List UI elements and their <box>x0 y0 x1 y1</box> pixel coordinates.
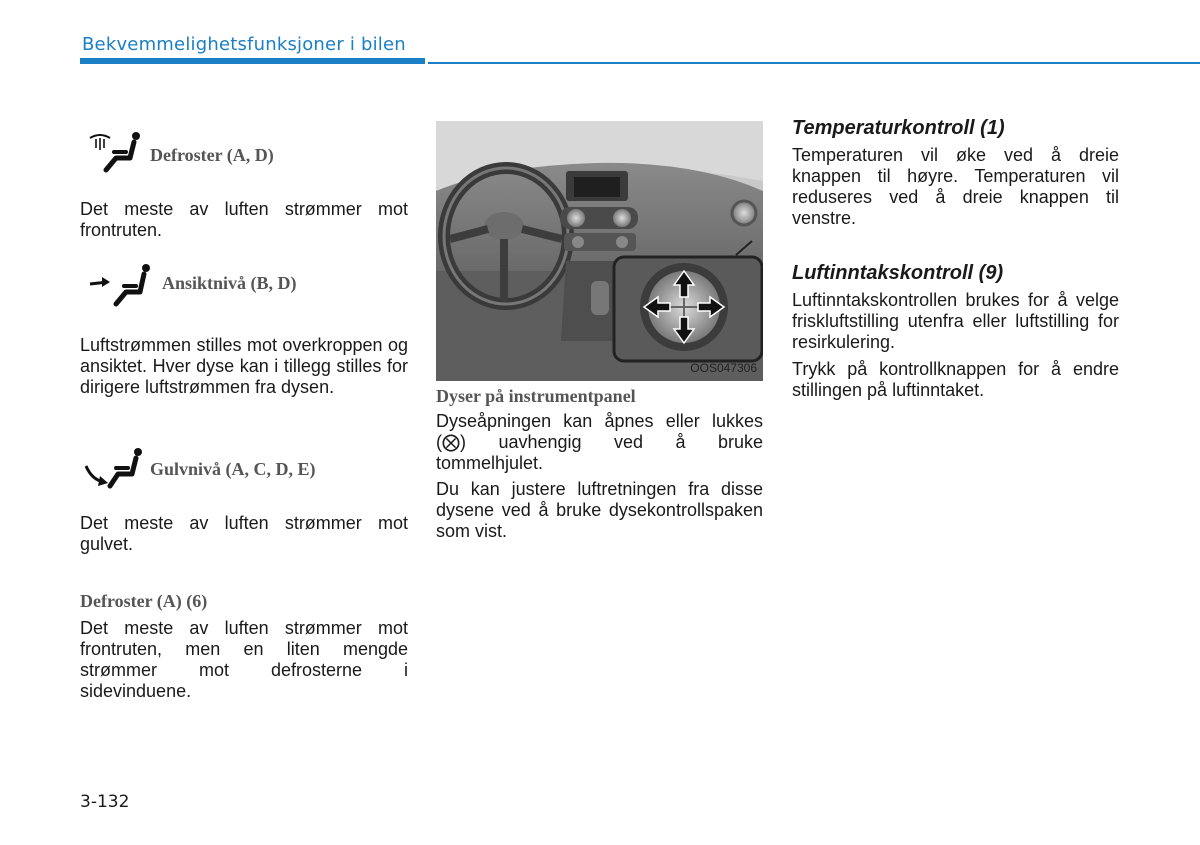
section-title: Bekvemmelighetsfunksjoner i bilen <box>82 34 406 55</box>
intake-text-1: Luftinntakskontrollen brukes for å velge friskluftstilling utenfra eller luftstilling for resirkulering. <box>792 290 1119 352</box>
intake-text-2: Trykk på kontrollknappen for å endre stillingen på luftinntaket. <box>792 359 1119 400</box>
page-number: 3-132 <box>80 792 130 812</box>
vents-paragraph-2: Du kan justere luftretningen fra disse dysene ved å bruke dysekontrollspaken som vist. <box>436 479 763 541</box>
figure-code: OOS047306 <box>690 361 757 375</box>
header-rule-thick <box>80 58 425 64</box>
mode-label-floor: Gulvnivå (A, C, D, E) <box>150 459 316 479</box>
temperature-text: Temperaturen vil øke ved å dreie knappen til høyre. Temperaturen vil reduseres ved å dreie knappen til venstre. <box>792 145 1119 228</box>
intake-heading: Luftinntakskontroll (9) <box>792 262 1004 284</box>
header-rule-thin <box>428 62 1200 64</box>
defroster-heading: Defroster (A) (6) <box>80 591 208 611</box>
mode-text-face: Luftstrømmen stilles mot overkroppen og ansiktet. Hver dyse kan i tillegg stilles for dirigere luftstrømmen fra dysen. <box>80 335 408 397</box>
face-level-mode-icon <box>86 262 156 310</box>
defroster-text: Det meste av luften strømmer mot frontruten, men en liten mengde strømmer mot defrosterne i sidevinduene. <box>80 618 408 701</box>
mode-text-floor: Det meste av luften strømmer mot gulvet. <box>80 513 408 554</box>
defrost-mode-icon <box>86 130 146 176</box>
mode-text-defrost: Det meste av luften strømmer mot frontruten. <box>80 199 408 240</box>
floor-level-mode-icon <box>84 446 146 492</box>
dashboard-vents-illustration <box>436 121 763 381</box>
mode-label-defrost: Defroster (A, D) <box>150 145 274 165</box>
vents-paragraph-1: Dyseåpningen kan åpnes eller lukkes (⨂) uavhengig ved å bruke tommelhjulet. <box>436 411 763 473</box>
vents-heading: Dyser på instrumentpanel <box>436 386 636 406</box>
mode-label-face: Ansiktnivå (B, D) <box>162 273 297 293</box>
temperature-heading: Temperaturkontroll (1) <box>792 117 1005 139</box>
